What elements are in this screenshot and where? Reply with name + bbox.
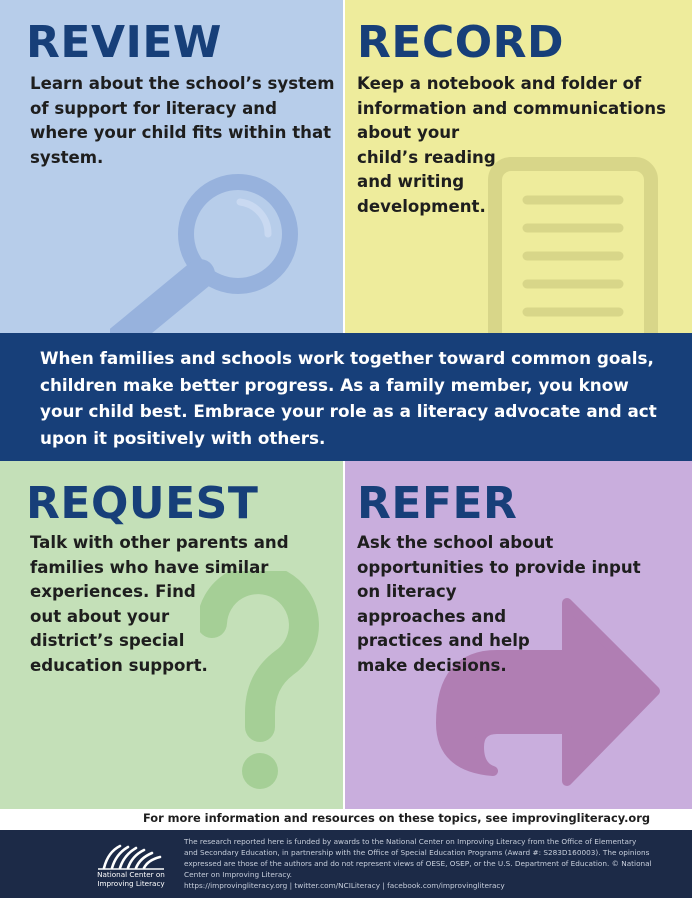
request-panel — [0, 461, 343, 809]
review-title: REVIEW — [26, 17, 222, 68]
footer-links[interactable]: https://improvingliteracy.org | twitter.com/NCILiteracy | facebook.com/improvingliteracy — [184, 881, 505, 890]
banner-text: When families and schools work together toward common goals, children make better progress. As a family member, you know your child best. Embrace your role as a literacy advocate and act upon it positively with others. — [40, 348, 657, 448]
record-panel — [345, 0, 692, 333]
review-body: Learn about the school’s system of support for literacy and where your child fits within that system. — [30, 74, 335, 167]
refer-panel — [345, 461, 692, 809]
more-info-strip — [0, 809, 692, 830]
magnifying-glass-icon — [110, 168, 310, 333]
more-info-text: For more information and resources on these topics, see improvingliteracy.org — [142, 811, 650, 825]
request-title: REQUEST — [26, 478, 259, 529]
logo-text: National Center on Improving Literacy — [97, 870, 165, 888]
request-body: Talk with other parents and families who have similar experiences. Find out about your district’s special education support. — [30, 533, 289, 675]
refer-body: Ask the school about opportunities to provide input on literacy approaches and practices and help make decisions. — [357, 533, 641, 675]
record-body: Keep a notebook and folder of information and communications about your child’s reading and writing development. — [357, 74, 666, 216]
center-banner — [0, 333, 692, 461]
review-panel — [0, 0, 343, 333]
refer-title: REFER — [357, 478, 518, 529]
footer — [0, 830, 692, 898]
record-title: RECORD — [357, 17, 565, 68]
footer-disclaimer: The research reported here is funded by awards to the National Center on Improving Literacy from the Office of Elementary and Secondary Education, in partnership with the Office of Special Education Programs (Award #: S283D160003). The opinions expressed are those of the authors and do not represent views of OESE, OSEP, or the U.S. Department of Education. © National Center on Improving Literacy. — [184, 837, 652, 879]
